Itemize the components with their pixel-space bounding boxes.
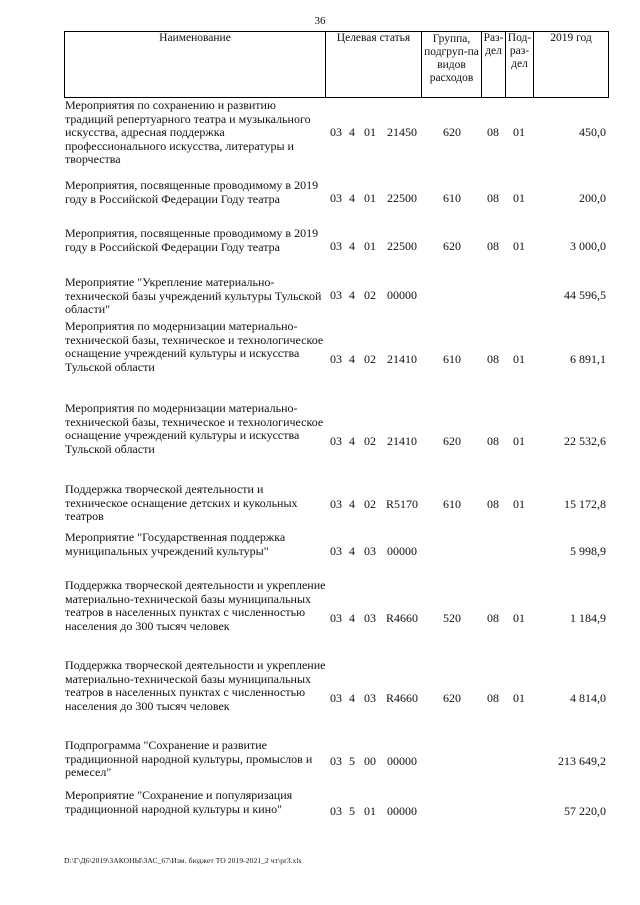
cs-program: 03 [330,288,342,302]
row-amount: 57 220,0 [564,804,606,818]
cs-direction: R4660 [385,691,418,705]
cs-program: 03 [330,611,342,625]
cs-event: 03 [364,544,376,558]
cs-event: 02 [364,352,376,366]
cs-subprogram: 5 [349,754,355,768]
row-podrazdel: 01 [513,434,525,448]
row-razdel: 08 [487,497,499,511]
row-name: Мероприятия по модернизации материально-технической базы, техническое и технологическое оснащение учреждений культуры и искусства Тульской области [65,401,324,456]
row-amount: 22 532,6 [564,434,606,448]
row-name: Подпрограмма "Сохранение и развитие традиционной народной культуры, промыслов и ремесел" [65,738,313,779]
row-name: Мероприятия, посвященные проводимому в 2019 году в Российской Федерации Году театра [65,226,319,254]
row-group: 620 [443,125,461,139]
row-razdel: 08 [487,239,499,253]
file-path-footer: D:\Г\Д6\2019\ЗАКОНЫ\ЗАС_67\Изм. бюджет ТО 2019-2021_2 чт\pr3.xls [64,856,302,865]
cs-direction: 00000 [387,544,417,558]
cs-direction: 00000 [387,754,417,768]
cs-program: 03 [330,434,342,448]
row-amount: 450,0 [579,125,606,139]
row-podrazdel: 01 [513,125,525,139]
header-razdel: Раз-дел [481,31,506,98]
row-amount: 15 172,8 [564,497,606,511]
cs-event: 02 [364,434,376,448]
cs-program: 03 [330,804,342,818]
cs-subprogram: 4 [349,611,355,625]
cs-event: 01 [364,239,376,253]
header-group: Группа, подгруп-па видов расходов [421,31,482,98]
cs-program: 03 [330,497,342,511]
cs-program: 03 [330,125,342,139]
cs-subprogram: 4 [349,497,355,511]
row-amount: 213 649,2 [558,754,606,768]
row-amount: 5 998,9 [570,544,606,558]
row-name: Мероприятие "Сохранение и популяризация традиционной народной культуры и кино" [65,788,293,816]
row-amount: 3 000,0 [570,239,606,253]
row-group: 610 [443,352,461,366]
cs-program: 03 [330,691,342,705]
cs-subprogram: 4 [349,288,355,302]
row-name: Мероприятия по модернизации материально-технической базы, техническое и технологическое оснащение учреждений культуры и искусства Тульской области [65,319,324,374]
row-amount: 200,0 [579,191,606,205]
cs-event: 00 [364,754,376,768]
row-name: Мероприятия по сохранению и развитию традиций репертуарного театра и музыкального искусства, адресная поддержка профессионального искусства, литературы и творчества [65,98,311,166]
row-name: Мероприятия, посвященные проводимому в 2019 году в Российской Федерации Году театра [65,178,319,206]
cs-program: 03 [330,352,342,366]
cs-subprogram: 4 [349,434,355,448]
cs-direction: 00000 [387,804,417,818]
row-razdel: 08 [487,191,499,205]
row-amount: 1 184,9 [570,611,606,625]
cs-event: 02 [364,497,376,511]
row-group: 620 [443,434,461,448]
row-razdel: 08 [487,434,499,448]
row-podrazdel: 01 [513,497,525,511]
row-amount: 6 891,1 [570,352,606,366]
row-razdel: 08 [487,611,499,625]
cs-direction: 21410 [387,434,417,448]
row-razdel: 08 [487,125,499,139]
cs-event: 01 [364,191,376,205]
cs-program: 03 [330,754,342,768]
cs-subprogram: 4 [349,239,355,253]
header-podrazdel: Под-раз-дел [505,31,534,98]
cs-direction: R4660 [385,611,418,625]
cs-subprogram: 4 [349,191,355,205]
row-razdel: 08 [487,352,499,366]
cs-subprogram: 4 [349,352,355,366]
row-podrazdel: 01 [513,239,525,253]
header-name: Наименование [64,31,326,98]
cs-direction: 00000 [387,288,417,302]
row-razdel: 08 [487,691,499,705]
cs-direction: 22500 [387,191,417,205]
cs-direction: R5170 [385,497,418,511]
header-year: 2019 год [533,31,609,98]
row-amount: 4 814,0 [570,691,606,705]
row-podrazdel: 01 [513,352,525,366]
page-number: 36 [314,15,326,27]
row-group: 520 [443,611,461,625]
row-name: Поддержка творческой деятельности и техническое оснащение детских и кукольных театров [65,482,298,523]
cs-subprogram: 4 [349,691,355,705]
cs-event: 01 [364,804,376,818]
cs-subprogram: 4 [349,544,355,558]
cs-direction: 21410 [387,352,417,366]
cs-event: 03 [364,611,376,625]
cs-program: 03 [330,239,342,253]
header-target-article: Целевая статья [325,31,422,98]
row-podrazdel: 01 [513,691,525,705]
cs-subprogram: 5 [349,804,355,818]
row-name: Мероприятие "Укрепление материально-технической базы учреждений культуры Тульской области" [65,275,322,316]
row-amount: 44 596,5 [564,288,606,302]
row-name: Мероприятие "Государственная поддержка муниципальных учреждений культуры" [65,530,286,558]
cs-subprogram: 4 [349,125,355,139]
row-podrazdel: 01 [513,611,525,625]
row-group: 620 [443,239,461,253]
cs-event: 02 [364,288,376,302]
cs-event: 03 [364,691,376,705]
row-name: Поддержка творческой деятельности и укрепление материально-технической базы муниципальных театров в населенных пунктах с численностью населения до 300 тысяч человек [65,658,326,713]
row-group: 610 [443,191,461,205]
cs-event: 01 [364,125,376,139]
cs-direction: 21450 [387,125,417,139]
row-name: Поддержка творческой деятельности и укрепление материально-технической базы муниципальных театров в населенных пунктах с численностью населения до 300 тысяч человек [65,578,326,633]
row-podrazdel: 01 [513,191,525,205]
cs-direction: 22500 [387,239,417,253]
cs-program: 03 [330,191,342,205]
row-group: 620 [443,691,461,705]
row-group: 610 [443,497,461,511]
cs-program: 03 [330,544,342,558]
